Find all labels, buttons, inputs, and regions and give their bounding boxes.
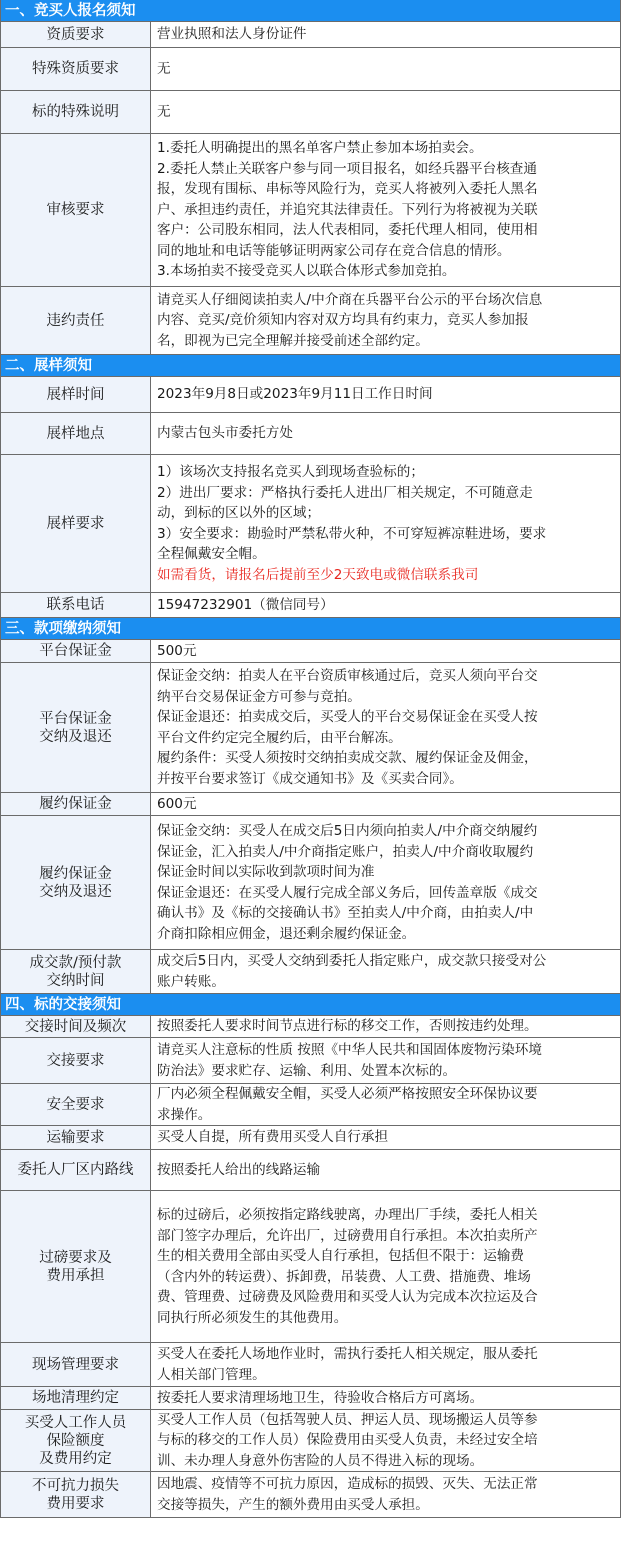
row-label-text: 展样要求 xyxy=(46,515,105,532)
row-value-line: 3）安全要求：勘验时严禁私带火种，不可穿短裤凉鞋进场，要求 xyxy=(157,525,547,542)
row-value xyxy=(151,413,620,454)
row-value xyxy=(151,1387,620,1409)
row-value-line: 2023年9月8日或2023年9月11日工作日时间 xyxy=(157,386,433,403)
table-row xyxy=(1,1343,620,1387)
table-row xyxy=(1,1472,620,1518)
table-row xyxy=(1,1410,620,1472)
row-value-line: 履约条件：买受人须按时交纳拍卖成交款、履约保证金及佣金， xyxy=(157,750,538,766)
row-value-line: 请竞买人注意标的性质 按照《中华人民共和国固体废物污染环境 xyxy=(157,1042,542,1058)
row-label xyxy=(1,413,151,454)
row-label-text: 交接要求 xyxy=(46,1052,105,1069)
row-label xyxy=(1,134,151,286)
row-value xyxy=(151,950,620,993)
row-value xyxy=(151,134,620,286)
row-value-line: 交接等损失，产生的额外费用由买受人承担。 xyxy=(157,1496,429,1513)
row-label xyxy=(1,48,151,90)
row-label-text: 过磅要求及 xyxy=(39,1249,112,1266)
row-value-line: 15947232901（微信同号） xyxy=(157,596,334,613)
row-label xyxy=(1,1191,151,1342)
row-value-line: 请竞买人仔细阅读拍卖人/中介商在兵器平台公示的平台场次信息 xyxy=(157,291,543,308)
row-value xyxy=(151,1191,620,1342)
row-value-line: 1）该场次支持报名竞买人到现场查验标的； xyxy=(157,464,424,480)
table-row xyxy=(1,48,620,91)
row-value-line: 同执行所必须发生的其他费用。 xyxy=(157,1309,348,1326)
row-label-text: 标的特殊说明 xyxy=(32,104,119,120)
table-row xyxy=(1,593,620,618)
row-label xyxy=(1,22,151,47)
row-value-line: 并按平台要求签订《成交通知书》及《买卖合同》。 xyxy=(157,770,463,787)
row-label xyxy=(1,1472,151,1517)
row-label-text: 特殊资质要求 xyxy=(32,61,119,77)
row-value-line: 厂内必须全程佩戴安全帽，买受人必须严格按照安全环保协议要 xyxy=(157,1086,538,1102)
row-value xyxy=(151,22,620,47)
table-row xyxy=(1,816,620,950)
row-value-line: 保证金，汇入拍卖人/中介商指定账户，拍卖人/中介商收取履约 xyxy=(157,843,534,860)
row-value-line: 买受人工作人员（包括驾驶人员、押运人员、现场搬运人员等参 xyxy=(157,1411,538,1428)
row-value xyxy=(151,1016,620,1037)
table-row xyxy=(1,1387,620,1410)
row-value xyxy=(151,1150,620,1190)
row-label xyxy=(1,1084,151,1125)
row-value xyxy=(151,1038,620,1083)
row-label-text: 履约保证金 xyxy=(39,796,112,812)
row-label-text: 及费用约定 xyxy=(39,1450,112,1467)
row-value-line: 账户转账。 xyxy=(157,973,225,990)
row-label-text: 展样地点 xyxy=(46,425,105,442)
contact-note: 如需看货，请报名后提前至少2天致电或微信联系我司 xyxy=(157,566,479,583)
row-value-line: 因地震、疫情等不可抗力原因，造成标的损毁、灭失、无法正常 xyxy=(157,1476,538,1492)
row-label-text: 场地清理约定 xyxy=(32,1390,119,1406)
row-value-line: 按照委托人给出的线路运输 xyxy=(157,1161,321,1178)
row-label xyxy=(1,593,151,617)
row-label-text: 平台保证金 xyxy=(39,710,112,727)
row-value-line: 营业执照和法人身份证件 xyxy=(157,26,307,43)
row-value xyxy=(151,91,620,133)
row-label xyxy=(1,91,151,133)
row-label-text: 交纳及退还 xyxy=(39,728,112,745)
row-value-line: 全程佩戴安全帽。 xyxy=(157,546,266,562)
row-value-line: 无 xyxy=(157,103,171,120)
row-label-text: 现场管理要求 xyxy=(32,1356,119,1373)
row-label-text: 成交款/预付款 xyxy=(29,954,122,971)
row-value-line: 动，到标的区以外的区域； xyxy=(157,505,321,521)
row-value-line: 按委托人要求清理场地卫生，待验收合格后方可离场。 xyxy=(157,1389,484,1406)
row-value xyxy=(151,1472,620,1517)
row-value xyxy=(151,1343,620,1386)
row-value-line: 买受人在委托人场地作业时，需执行委托人相关规定，服从委托 xyxy=(157,1346,538,1362)
table-row xyxy=(1,455,620,593)
row-value-line: 3.本场拍卖不接受竞买人以联合体形式参加竞拍。 xyxy=(157,263,456,280)
row-value-line: 600元 xyxy=(157,795,197,812)
row-value-line: 纳平台交易保证金方可参与竞拍。 xyxy=(157,688,361,705)
row-label-text: 费用要求 xyxy=(46,1495,105,1512)
row-label xyxy=(1,640,151,662)
row-value-line: 2.委托人禁止关联客户参与同一项目报名，如经兵器平台核查通 xyxy=(157,160,537,177)
row-value-line: 1.委托人明确提出的黑名单客户禁止参加本场拍卖会。 xyxy=(157,140,483,157)
row-value-line: 按照委托人要求时间节点进行标的移交工作，否则按违约处理。 xyxy=(157,1018,538,1035)
table-row xyxy=(1,663,620,793)
row-label xyxy=(1,1150,151,1190)
table-row xyxy=(1,413,620,455)
row-value-line: 买受人自提，所有费用买受人自行承担 xyxy=(157,1129,389,1146)
row-value-line: 户、承担违约责任，并追究其法律责任。下列行为将被视为关联 xyxy=(157,201,538,218)
table-row xyxy=(1,91,620,134)
row-label-text: 违约责任 xyxy=(46,312,105,329)
row-label-text: 展样时间 xyxy=(46,386,105,403)
row-label-text: 审核要求 xyxy=(46,202,105,218)
row-value-line: 保证金退还：拍卖成交后，买受人的平台交易保证金在买受人按 xyxy=(157,709,538,725)
row-label xyxy=(1,1038,151,1083)
row-label-text: 交纳及退还 xyxy=(39,883,112,900)
row-value-line: 确认书》及《标的交接确认书》至拍卖人/中介商，由拍卖人/中 xyxy=(157,905,534,921)
table-row xyxy=(1,950,620,994)
row-value-line: 客户：公司股东相同，法人代表相同，委托代理人相同，使用相 xyxy=(157,222,538,239)
row-label xyxy=(1,816,151,949)
table-row xyxy=(1,793,620,816)
section-header: 三、款项缴纳须知 xyxy=(1,618,620,640)
row-label xyxy=(1,950,151,993)
section-header: 二、展样须知 xyxy=(1,355,620,377)
row-value-line: 与标的移交的工作人员）保险费用由买受人负责，未经过安全培 xyxy=(157,1432,538,1449)
row-value xyxy=(151,48,620,90)
row-label-text: 运输要求 xyxy=(46,1129,105,1146)
row-label-text: 保险额度 xyxy=(46,1432,105,1449)
row-label xyxy=(1,455,151,592)
row-label-text: 交纳时间 xyxy=(46,972,105,989)
row-value-line: 保证金交纳：买受人在成交后5日内须向拍卖人/中介商交纳履约 xyxy=(157,823,538,839)
table-row xyxy=(1,1191,620,1343)
row-label-text: 资质要求 xyxy=(46,26,105,43)
table-row xyxy=(1,1150,620,1191)
row-value-line: 成交后5日内，买受人交纳到委托人指定账户，成交款只接受对公 xyxy=(157,953,547,969)
row-value-line: 标的过磅后，必须按指定路线驶离，办理出厂手续，委托人相关 xyxy=(157,1207,538,1223)
row-label xyxy=(1,287,151,354)
row-label xyxy=(1,1126,151,1149)
row-value-line: 平台文件约定完全履约后，由平台解冻。 xyxy=(157,729,402,746)
section-header: 一、竞买人报名须知 xyxy=(1,0,620,22)
row-value-line: 无 xyxy=(157,60,171,77)
row-label xyxy=(1,793,151,815)
row-value-line: 保证金时间以实际收到款项时间为准 xyxy=(157,864,375,880)
row-label-text: 买受人工作人员 xyxy=(24,1414,127,1431)
row-label xyxy=(1,377,151,412)
row-value-line: 内蒙古包头市委托方处 xyxy=(157,425,293,442)
table-row xyxy=(1,22,620,48)
row-value-line: 名，即视为已完全理解并接受前述全部约定。 xyxy=(157,332,429,349)
row-label-text: 费用承担 xyxy=(46,1267,105,1284)
row-label-text: 交接时间及频次 xyxy=(24,1018,127,1035)
row-label xyxy=(1,1410,151,1471)
row-label-text: 不可抗力损失 xyxy=(32,1477,119,1494)
row-value xyxy=(151,663,620,792)
row-label xyxy=(1,1016,151,1037)
row-label xyxy=(1,663,151,792)
row-value-line: 防治法》要求贮存、运输、利用、处置本次标的。 xyxy=(157,1062,457,1079)
row-value xyxy=(151,377,620,412)
row-value-line: 2）进出厂要求：严格执行委托人进出厂相关规定，不可随意走 xyxy=(157,484,533,501)
row-value-line: 费、管理费、过磅费及风险费用和买受人认为完成本次拉运及合 xyxy=(157,1289,538,1305)
row-value-line: 报，发现有围标、串标等风险行为，竞买人将被列入委托人黑名 xyxy=(157,181,538,198)
row-value-line: 同的地址和电话等能够证明两家公司存在竞合信息的情形。 xyxy=(157,242,511,259)
row-value xyxy=(151,793,620,815)
row-value-line: 求操作。 xyxy=(157,1106,212,1123)
table-row xyxy=(1,287,620,355)
row-value-line: 部门签字办理后，允许出厂，过磅费用自行承担。本次拍卖所产 xyxy=(157,1227,538,1244)
row-value-line: 500元 xyxy=(157,642,197,659)
row-value-line: （含内外的转运费）、拆卸费，吊装费、人工费、措施费、堆场 xyxy=(157,1268,531,1285)
row-label-text: 联系电话 xyxy=(46,597,105,613)
row-value-line: 保证金退还：在买受人履行完成全部义务后，回传盖章版《成交 xyxy=(157,884,538,901)
row-label xyxy=(1,1387,151,1409)
row-label-text: 委托人厂区内路线 xyxy=(17,1162,134,1178)
row-value-line: 介商扣除相应佣金，退还剩余履约保证金。 xyxy=(157,925,416,942)
row-value xyxy=(151,455,620,592)
row-label-text: 平台保证金 xyxy=(39,643,112,659)
row-value-line: 人相关部门管理。 xyxy=(157,1366,266,1383)
row-value xyxy=(151,593,620,617)
row-value xyxy=(151,287,620,354)
table-row xyxy=(1,134,620,287)
row-value xyxy=(151,816,620,949)
row-value-line: 内容、竞买/竞价须知内容对双方均具有约束力，竞买人参加报 xyxy=(157,312,529,329)
table-row xyxy=(1,377,620,413)
row-value xyxy=(151,1410,620,1471)
table-row xyxy=(1,1084,620,1126)
row-label xyxy=(1,1343,151,1386)
row-value-line: 训、未办理人身意外伤害险的人员不得进入标的现场。 xyxy=(157,1452,484,1469)
table-row xyxy=(1,1126,620,1150)
table-row xyxy=(1,1038,620,1084)
row-label-text: 安全要求 xyxy=(46,1096,105,1113)
row-value xyxy=(151,1084,620,1125)
section-header: 四、标的交接须知 xyxy=(1,994,620,1016)
row-value xyxy=(151,640,620,662)
table-row xyxy=(1,640,620,663)
row-value-line: 保证金交纳：拍卖人在平台资质审核通过后，竞买人须向平台交 xyxy=(157,668,538,684)
table-row xyxy=(1,1016,620,1038)
row-label-text: 履约保证金 xyxy=(39,865,112,882)
row-value-line: 生的相关费用全部由买受人自行承担，包括但不限于：运输费 xyxy=(157,1248,525,1264)
row-value xyxy=(151,1126,620,1149)
